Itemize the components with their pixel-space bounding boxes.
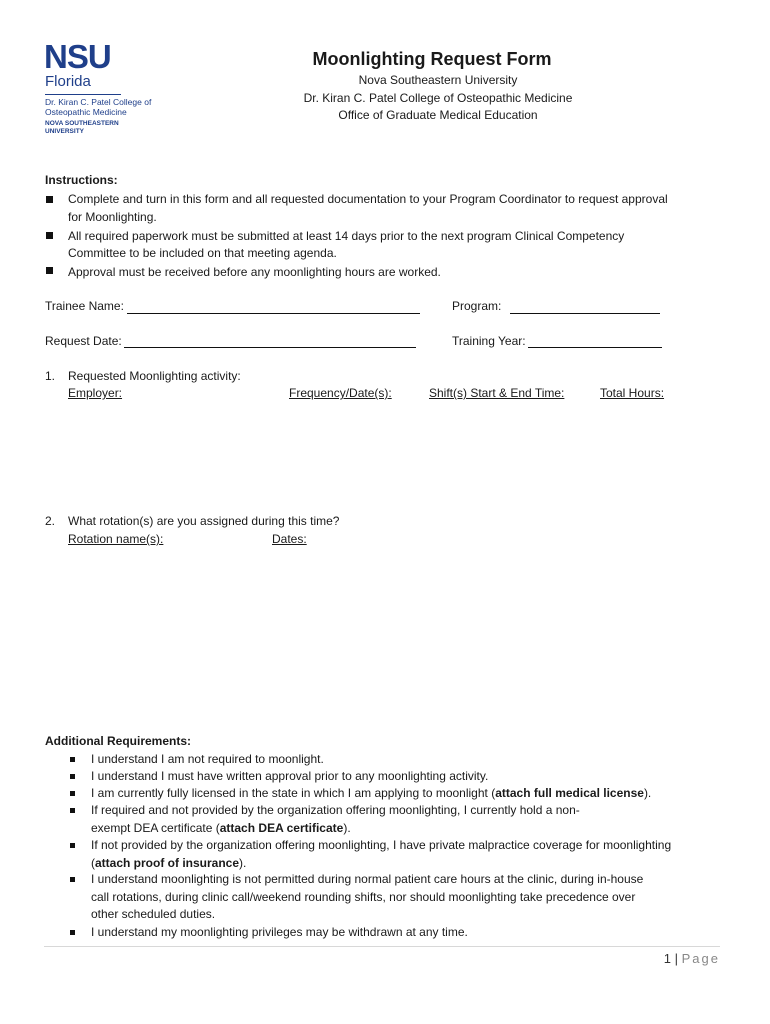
bullet-square-icon — [46, 232, 53, 239]
requirement-7: I understand my moonlighting privileges may be withdrawn at any time. — [91, 925, 468, 939]
bullet-square-icon — [46, 196, 53, 203]
requirement-2: I understand I must have written approval prior to any moonlighting activity. — [91, 769, 489, 783]
requirement-3-end: ). — [643, 786, 652, 800]
section-1-question: Requested Moonlighting activity: — [68, 369, 241, 383]
total-hours-column-header: Total Hours: — [600, 386, 665, 400]
frequency-column-header: Frequency/Date(s): — [289, 386, 392, 400]
nsu-logo-university: NOVA SOUTHEASTERN UNIVERSITY — [45, 120, 119, 135]
requirement-6-line-2: call rotations, during clinic call/weekend rounding shifts, nor should moonlighting take precedence over — [91, 890, 636, 904]
request-date-label: Request Date: — [45, 334, 122, 348]
page-label: Page — [681, 951, 720, 966]
header-university: Nova Southeastern University — [358, 73, 518, 87]
bullet-square-icon — [70, 757, 75, 762]
rotation-name-column-header: Rotation name(s): — [68, 532, 164, 546]
trainee-name-label: Trainee Name: — [45, 299, 124, 313]
instruction-2-line-2: Committee to be included on that meeting agenda. — [68, 246, 337, 260]
training-year-field[interactable] — [528, 347, 662, 348]
instructions-heading: Instructions: — [45, 173, 118, 187]
requirement-3-attachment: attach full medical license — [495, 786, 644, 800]
requirement-5-line-2 — [91, 855, 246, 872]
bullet-square-icon — [70, 843, 75, 848]
nsu-logo-wordmark: NSU — [44, 38, 111, 75]
program-field[interactable] — [510, 313, 660, 314]
bullet-square-icon — [70, 791, 75, 796]
bullet-square-icon — [70, 877, 75, 882]
nsu-logo-college: Dr. Kiran C. Patel College of Osteopathic Medicine — [45, 97, 152, 117]
bullet-square-icon — [70, 774, 75, 779]
section-2-number: 2. — [45, 514, 56, 528]
requirement-5-line-1: If not provided by the organization offering moonlighting, I have private malpractice coverage for moonlighting — [91, 838, 672, 852]
shift-column-header: Shift(s) Start & End Time: — [429, 386, 565, 400]
header-college: Dr. Kiran C. Patel College of Osteopathic Medicine — [303, 91, 573, 105]
training-year-label: Training Year: — [452, 334, 526, 348]
requirement-3-text: I am currently fully licensed in the state in which I am applying to moonlight ( — [91, 786, 496, 800]
form-title: Moonlighting Request Form — [312, 49, 552, 69]
requirement-4-line-2 — [91, 820, 351, 837]
page-number: 1 — [663, 951, 671, 966]
bullet-square-icon — [70, 930, 75, 935]
requirement-4-text: exempt DEA certificate ( — [91, 821, 220, 835]
section-2-question: What rotation(s) are you assigned during this time? — [68, 514, 340, 528]
requirement-5-text: ( — [91, 856, 95, 870]
section-1-number: 1. — [45, 369, 56, 383]
requirement-3 — [91, 785, 651, 802]
nsu-logo-state: Florida — [45, 73, 91, 90]
instruction-2-line-1: All required paperwork must be submitted at least 14 days prior to the next program Clinical Competency — [68, 229, 625, 243]
instruction-1-line-1: Complete and turn in this form and all requested documentation to your Program Coordinator to request approval — [68, 192, 668, 206]
requirement-4-end: ). — [343, 821, 351, 835]
page-separator: | — [674, 951, 678, 966]
instruction-3: Approval must be received before any moonlighting hours are worked. — [68, 265, 441, 279]
requirement-6-line-1: I understand moonlighting is not permitted during normal patient care hours at the clinic, during in-house — [91, 872, 644, 886]
footer-divider — [44, 946, 720, 947]
request-date-field[interactable] — [124, 347, 416, 348]
requirement-1: I understand I am not required to moonlight. — [91, 752, 324, 766]
program-label: Program: — [452, 299, 502, 313]
requirement-4-attachment: attach DEA certificate — [219, 821, 344, 835]
requirement-5-end: ). — [239, 856, 247, 870]
rotation-dates-column-header: Dates: — [272, 532, 307, 546]
page-footer — [664, 951, 720, 966]
instruction-1-line-2: for Moonlighting. — [68, 210, 157, 224]
bullet-square-icon — [46, 267, 53, 274]
requirement-5-attachment: attach proof of insurance — [95, 856, 240, 870]
bullet-square-icon — [70, 808, 75, 813]
additional-requirements-heading: Additional Requirements: — [45, 734, 192, 748]
header-office: Office of Graduate Medical Education — [338, 108, 538, 122]
employer-column-header: Employer: — [68, 386, 123, 400]
requirement-4-line-1: If required and not provided by the organization offering moonlighting, I currently hold a non- — [91, 803, 580, 817]
requirement-6-line-3: other scheduled duties. — [91, 907, 216, 921]
trainee-name-field[interactable] — [127, 313, 420, 314]
